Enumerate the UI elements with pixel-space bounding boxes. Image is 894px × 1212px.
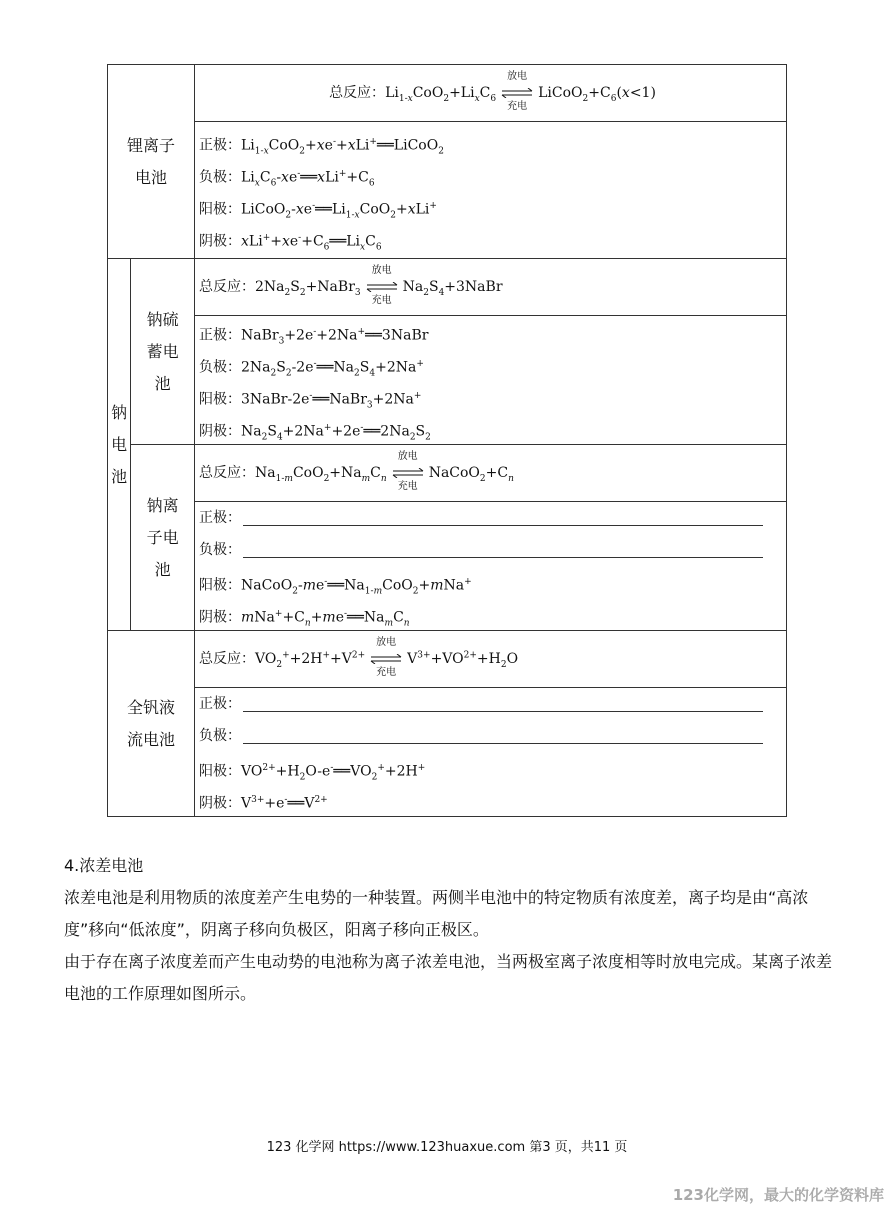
section-heading: 4.浓差电池 (64, 856, 144, 875)
vanadium-electrodes (195, 688, 787, 817)
reversible-arrow-icon: 放电 充电 (391, 462, 425, 484)
paragraph-1: 浓差电池是利用物质的浓度差产生电势的一种装置。两侧半电池中的特定物质有浓度差，离子均是由“高浓度”移向“低浓度”，阴离子移向负极区，阳离子移向正极区。 (64, 888, 809, 939)
lithium-total: 总反应：$Li_{1-x}CoO_2+Li_xC_6$ 放电 充电 $LiCoO_2+C_6(x<1)$ (195, 65, 787, 122)
sodium-sulfur-cathode: 阴极：$Na_2S_4+2Na^++2e^-══2Na_2S_2$ (199, 423, 431, 443)
sodium-group: 钠电池 (108, 259, 131, 631)
sodium-sulfur-category: 钠硫蓄电池 (131, 259, 195, 445)
sodium-ion-electrodes (195, 502, 787, 631)
sodium-sulfur-electrodes (195, 316, 787, 445)
lithium-category: 锂离子电池 (108, 65, 195, 259)
paragraph-2: 由于存在离子浓度差而产生电动势的电池称为离子浓差电池，当两极室离子浓度相等时放电完成。某离子浓差电池的工作原理如图所示。 (64, 952, 833, 1003)
sodium-ion-cathode: 阴极：$mNa^++C_n+me^-══Na_mC_n$ (199, 609, 410, 629)
sodium-ion-category: 钠离子电池 (131, 445, 195, 631)
sodium-ion-anode: 阳极：$NaCoO_2-me^-══Na_{1-m}CoO_2+mNa^+$ (199, 577, 472, 597)
page-footer: 123 化学网 https://www.123huaxue.com 第3 页，共11 页 (266, 1140, 628, 1155)
reversible-arrow-icon: 放电 充电 (369, 648, 403, 670)
vanadium-total: 总反应：$VO_2^++2H^++V^{2+}$ 放电 充电 $V^{3+}+VO^{2+}+H_2O$ (195, 631, 787, 688)
vanadium-cathode: 阴极：$V^{3+}+e^-══V^{2+}$ (199, 795, 328, 812)
battery-table (107, 64, 787, 817)
lithium-electrodes (195, 122, 787, 259)
sodium-ion-negative: 负极： (195, 534, 786, 566)
sodium-sulfur-total: 总反应：$2Na_2S_2+NaBr_3$ 放电 充电 $Na_2S_4+3NaBr$ (195, 259, 787, 316)
answer-blank[interactable] (243, 697, 763, 712)
lithium-cathode: 阴极：$xLi^++xe^-+C_6══Li_xC_6$ (199, 233, 382, 253)
answer-blank[interactable] (243, 543, 763, 558)
sodium-sulfur-positive: 正极：NaBr$_3$+2e-+2Na+══3NaBr (199, 327, 429, 347)
brand-watermark: 123化学网，最大的化学资料库 (672, 1186, 884, 1204)
sodium-ion-positive: 正极： (195, 502, 786, 534)
sodium-sulfur-negative: 负极：$2Na_2S_2-2e^-══Na_2S_4+2Na^+$ (199, 359, 424, 379)
reversible-arrow-icon: 放电 充电 (500, 82, 534, 104)
lithium-negative: 负极：$Li_xC_6-xe^-══xLi^++C_6$ (199, 169, 375, 189)
lithium-positive: 正极：$Li_{1-x}CoO_2+xe^-+xLi^+══LiCoO_2$ (199, 137, 444, 157)
vanadium-category: 全钒液流电池 (108, 631, 195, 817)
answer-blank[interactable] (243, 511, 763, 526)
vanadium-positive: 正极： (195, 688, 786, 720)
vanadium-negative: 负极： (195, 720, 786, 752)
sodium-ion-total: 总反应：$Na_{1-m}CoO_2+Na_mC_n$ 放电 充电 $NaCoO_2+C_n$ (195, 445, 787, 502)
vanadium-anode: 阳极：$VO^{2+}+H_2O-e^-══VO_2^++2H^+$ (199, 763, 426, 783)
lithium-anode: 阳极：$LiCoO_2-xe^-══Li_{1-x}CoO_2+xLi^+$ (199, 201, 437, 221)
sodium-sulfur-anode: 阳极：3NaBr-2e-══NaBr$_3$+2Na+ (199, 391, 422, 411)
reversible-arrow-icon: 放电 充电 (365, 276, 399, 298)
answer-blank[interactable] (243, 729, 763, 744)
